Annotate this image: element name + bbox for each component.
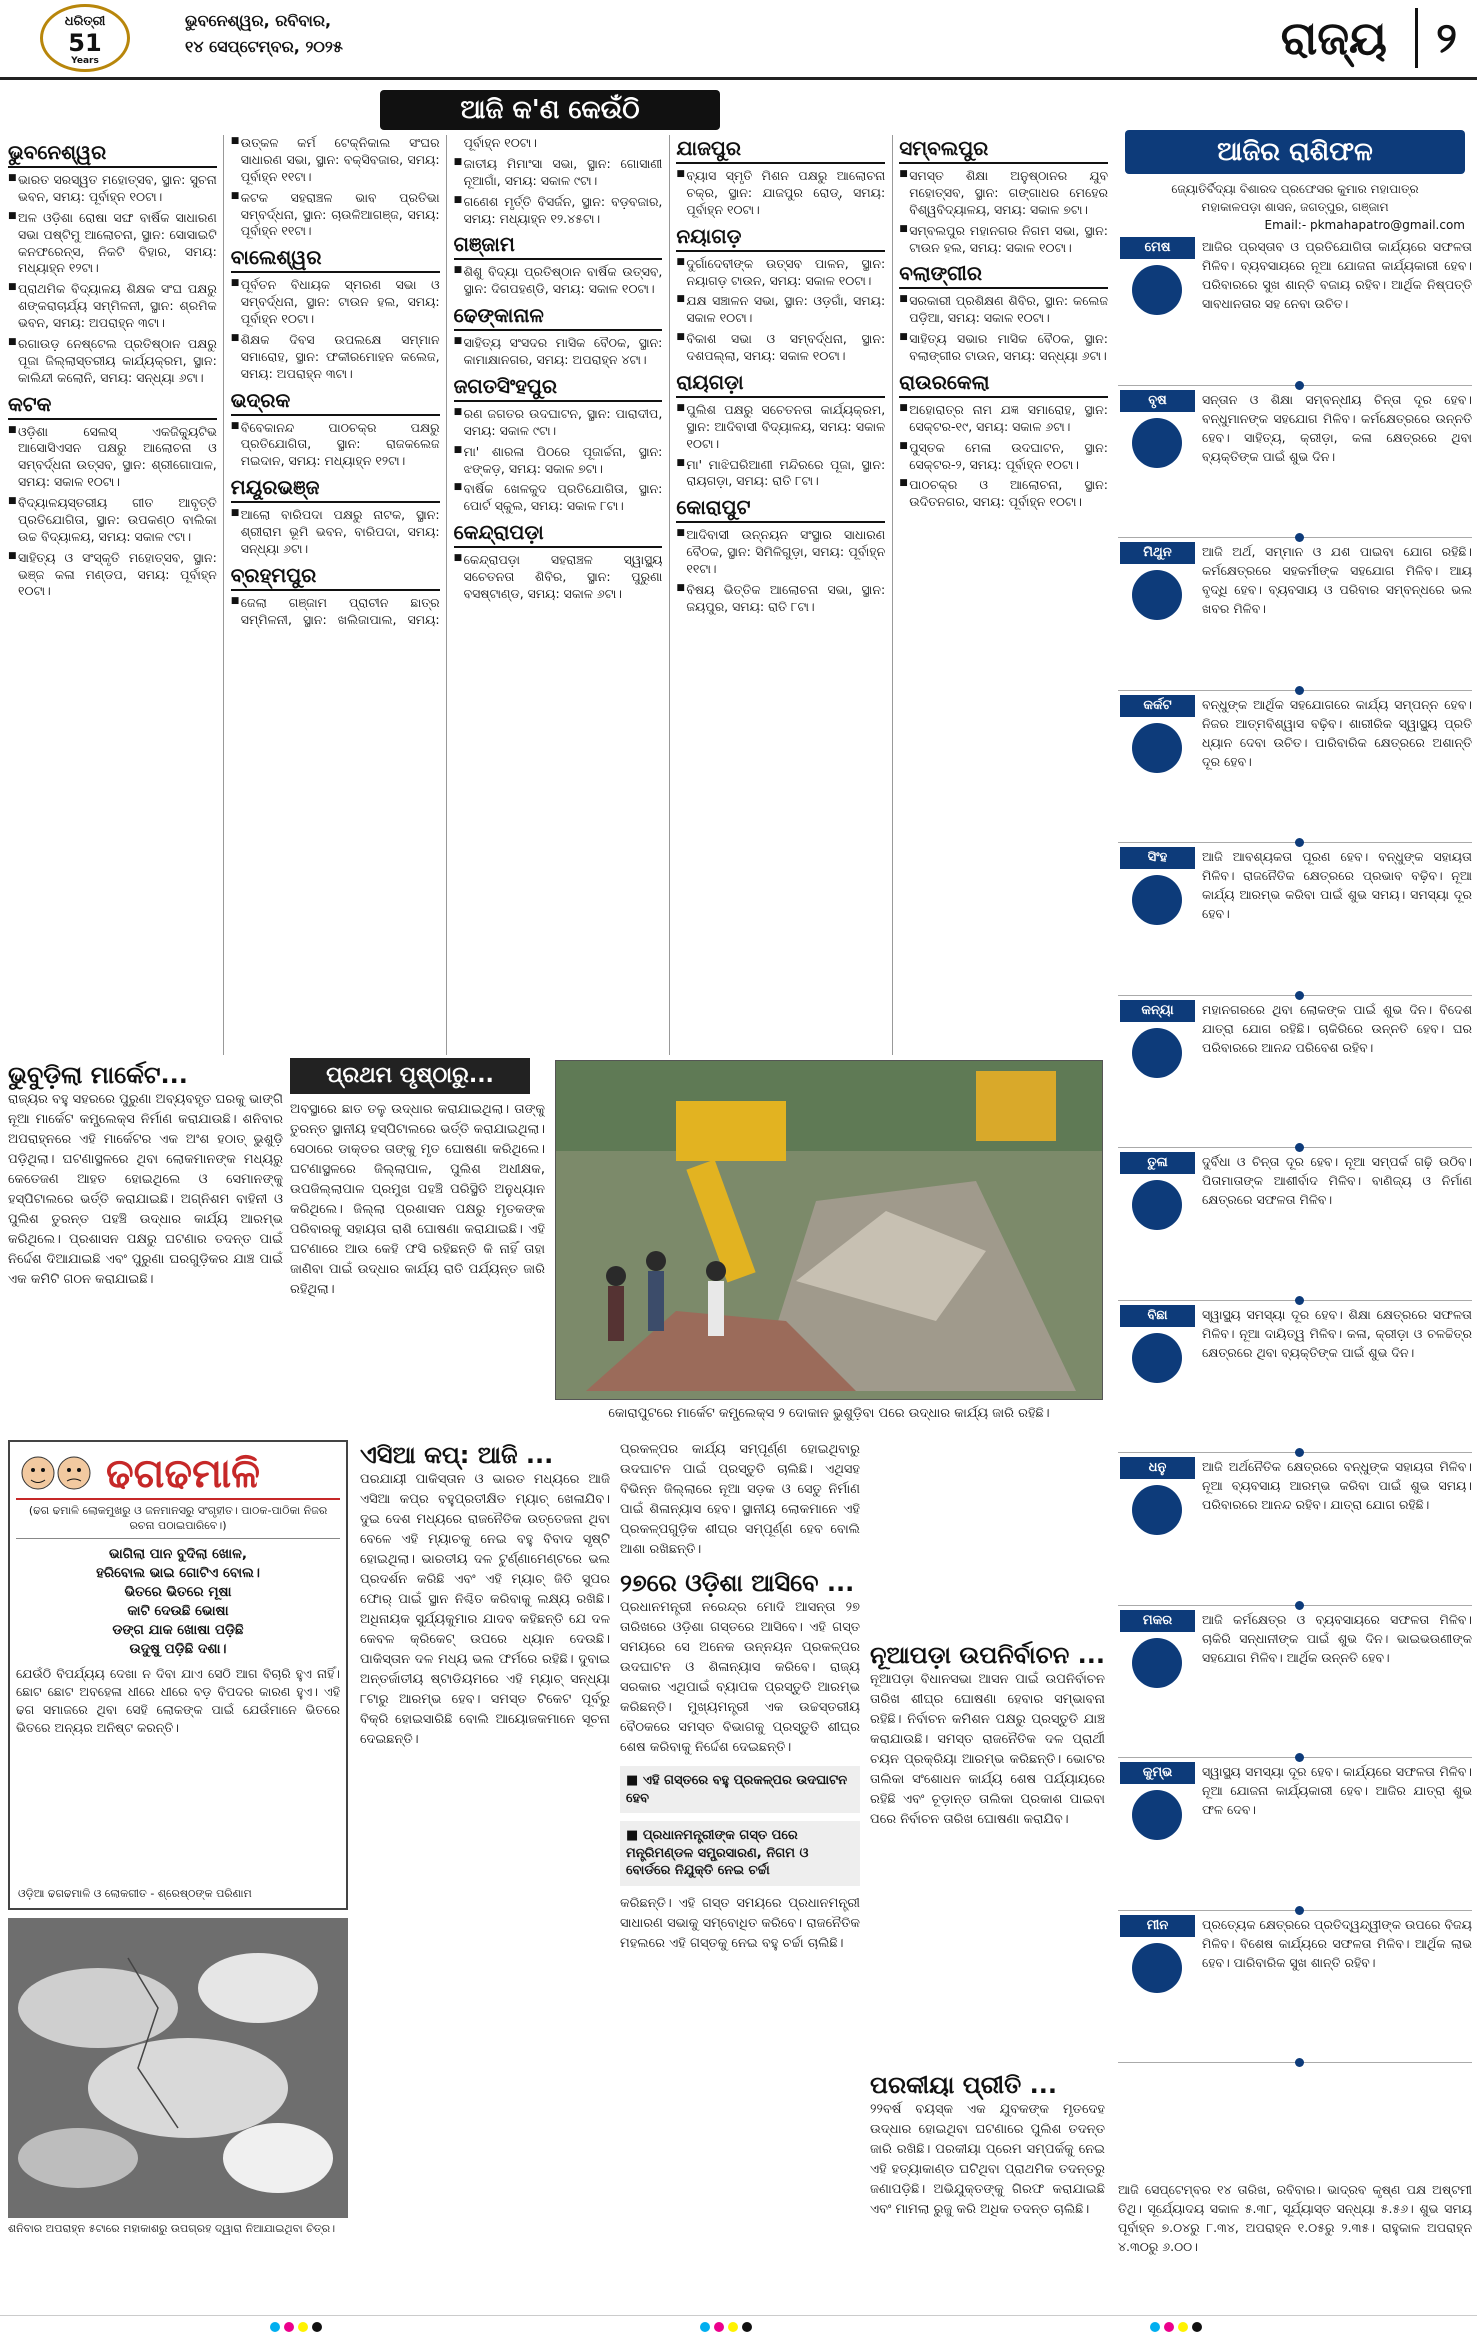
sign-prediction: ପ୍ରତ୍ୟେକ କ୍ଷେତ୍ରରେ ପ୍ରତିଦ୍ୱନ୍ଦ୍ୱୀଙ୍କ ଉପରେ ବିଜୟ ମିଳିବ। ବିଶେଷ କାର୍ଯ୍ୟରେ ସଫଳତା ମିଳିବ। ଆର୍ଥିକ ଲାଭ ହେବ। ପାରିବାରିକ ସୁଖ ଶାନ୍ତି ରହିବ। — [1202, 1916, 1472, 1970]
horoscope-sign — [1118, 1911, 1472, 2064]
events-listing — [8, 135, 1108, 1055]
zodiac-symbol-icon — [1132, 570, 1182, 620]
newspaper-logo — [40, 4, 130, 72]
event-item: ■ ପୂର୍ବତନ ବିଧାୟକ ସ୍ମରଣ ସଭା ଓ ସମ୍ବର୍ଦ୍ଧନା, ସ୍ଥାନ: ଟାଉନ ହଲ, ସମୟ: ପୂର୍ବାହ୍ନ ୧୦ଟା। — [231, 277, 440, 328]
event-item: ■ କେନ୍ଦ୍ରାପଡ଼ା ସହରାଞ୍ଚଳ ସ୍ୱାସ୍ଥ୍ୟ ସଚେତନତା ଶିବିର, ସ୍ଥାନ: ପୁରୁଣା ବସଷ୍ଟାଣ୍ଡ, ସମୟ: ସକାଳ ୬ଟା। — [454, 552, 663, 603]
dateline — [185, 8, 343, 60]
pm-visit-highlight-1 — [620, 1766, 860, 1813]
nuapada-story — [870, 1640, 1105, 2060]
sign-prediction: ମହାନଗରରେ ଥିବା ଲୋକଙ୍କ ପାଇଁ ଶୁଭ ଦିନ। ବିଦେଶ ଯାତ୍ରା ଯୋଗ ରହିଛି। ଚାକିରିରେ ଉନ୍ନତି ହେବ। ଘର ପରିବାରରେ ଆନନ୍ଦ ପରିବେଶ ରହିବ। — [1202, 1001, 1472, 1055]
event-item: ■ ଦୁର୍ଗାଦେବୀଙ୍କ ଉତ୍ସବ ପାଳନ, ସ୍ଥାନ: ନୟାଗଡ଼ ଟାଉନ, ସମୟ: ସକାଳ ୧୦ଟା। — [676, 256, 885, 290]
event-item: ■ ସମସ୍ତ ଶିକ୍ଷା ଅନୁଷ୍ଠାନର ଯୁବ ମହୋତ୍ସବ, ସ୍ଥାନ: ଗଙ୍ଗାଧର ମେହେର ବିଶ୍ୱବିଦ୍ୟାଳୟ, ସମୟ: ସକାଳ ୭ଟା। — [899, 168, 1108, 219]
city-heading: କେନ୍ଦ୍ରାପଡ଼ା — [454, 519, 663, 548]
sign-prediction: ସ୍ୱାସ୍ଥ୍ୟ ସମସ୍ୟା ଦୂର ହେବ। ଶିକ୍ଷା କ୍ଷେତ୍ରରେ ସଫଳତା ମିଳିବ। ନୂଆ ଦାୟିତ୍ୱ ମିଳିବ। କଳା, କ୍ରୀଡ଼ା ଓ ଚଳଚ୍ଚିତ୍ର କ୍ଷେତ୍ରରେ ଥିବା ବ୍ୟକ୍ତିଙ୍କ ପାଇଁ ଶୁଭ ଦିନ। — [1202, 1306, 1472, 1360]
event-item: ■ ସାହିତ୍ୟ ସଂସଦର ମାସିକ ବୈଠକ, ସ୍ଥାନ: କାମାକ୍ଷାନଗର, ସମୟ: ଅପରାହ୍ନ ୪ଟା। — [454, 335, 663, 369]
city-heading: ଢେଙ୍କାନାଳ — [454, 302, 663, 331]
city-heading: ସମ୍ବଲପୁର — [899, 135, 1108, 164]
event-item: ■ ଆଲୋ ବାରିପଦା ପକ୍ଷରୁ ନାଟକ, ସ୍ଥାନ: ଶ୍ରୀରାମ ଭୂମି ଭବନ, ବାରିପଦା, ସମୟ: ସନ୍ଧ୍ୟା ୬ଟା। — [231, 507, 440, 558]
yellow-dot-icon — [1178, 2322, 1188, 2332]
separator-dot-icon — [1295, 2058, 1304, 2067]
sign-name: ବିଛା — [1120, 1305, 1195, 1327]
city-heading: ଭଦ୍ରକ — [231, 387, 440, 416]
city-heading: ବ୍ରହ୍ମପୁର — [231, 562, 440, 591]
affair-headline: ପରକୀୟା ପ୍ରୀତି ... — [870, 2071, 1057, 2099]
zodiac-symbol-icon — [1132, 723, 1182, 773]
sign-name: ସିଂହ — [1120, 847, 1195, 869]
folk-saying-credit: ଓଡ଼ିଆ ଢଗଢମାଳି ଓ ଲୋକଗୀତ - ଶ୍ରେଷ୍ଠଙ୍କ ପରିଣାମ — [18, 1887, 252, 1901]
event-item: ■ ପୁଲିଶ ପକ୍ଷରୁ ସଚେତନତା କାର୍ଯ୍ୟକ୍ରମ, ସ୍ଥାନ: ଆଦିବାସୀ ବିଦ୍ୟାଳୟ, ସମୟ: ସକାଳ ୧୦ଟା। — [676, 402, 885, 453]
event-item: ■ ଜେଲା ଗଞ୍ଜାମ ପ୍ରାଚୀନ ଛାତ୍ର ସମ୍ମିଳନୀ, ସ୍ଥାନ: ଖଲିଜାପାଲ, ସମୟ: ପୂର୍ବାହ୍ନ ୧୦ଟା। — [231, 135, 663, 629]
pm-visit-headline: ୨୭ରେ ଓଡ଼ିଶା ଆସିବେ ... — [620, 1569, 855, 1597]
sign-prediction: ଦୁର୍ବିଧା ଓ ଚିନ୍ତା ଦୂର ହେବ। ନୂଆ ସମ୍ପର୍କ ଗଢ଼ି ଉଠିବ। ପିତାମାତାଙ୍କ ଆଶୀର୍ବାଦ ମିଳିବ। ବାଣିଜ୍ୟ ଓ ନିର୍ମାଣ କ୍ଷେତ୍ରରେ ସଫଳତା ମିଳିବ। — [1202, 1154, 1472, 1207]
zodiac-symbol-icon — [1132, 265, 1182, 315]
event-item: ■ ମା' ଶାରଳା ପିଠରେ ପୂଜାର୍ଚ୍ଚନା, ସ୍ଥାନ: ଝଙ୍କଡ଼, ସମୟ: ସକାଳ ୭ଟା। — [454, 444, 663, 478]
event-item: ■ ମା' ମାଝିଘରିଆଣୀ ମନ୍ଦିରରେ ପୂଜା, ସ୍ଥାନ: ରାୟଗଡ଼ା, ସମୟ: ରାତି ୮ଟା। — [676, 457, 885, 491]
sign-prediction: ଆଜି କର୍ମକ୍ଷେତ୍ର ଓ ବ୍ୟବସାୟରେ ସଫଳତା ମିଳିବ। ଚାକିରି ସନ୍ଧାନୀଙ୍କ ପାଇଁ ଶୁଭ ଦିନ। ଭାଇଭଉଣୀଙ୍କ ସହଯୋଗ ମିଳିବ। ଆର୍ଥିକ ଉନ୍ନତି ହେବ। — [1202, 1611, 1472, 1665]
folk-saying-title: ଢଗଢମାଳି — [106, 1451, 260, 1497]
magenta-dot-icon — [714, 2322, 724, 2332]
yellow-dot-icon — [728, 2322, 738, 2332]
sign-name: କନ୍ୟା — [1120, 1000, 1195, 1022]
from-first-page-banner: ପ୍ରଥମ ପୃଷ୍ଠାରୁ... — [290, 1058, 530, 1094]
event-item: ■ ବିକାଶ ସଭା ଓ ସମ୍ବର୍ଦ୍ଧନା, ସ୍ଥାନ: ଦଶପଲ୍ଲା, ସମୟ: ସକାଳ ୧୦ଟା। — [676, 331, 885, 365]
sign-name: ବୃଷ — [1120, 390, 1195, 412]
pm-visit-body-continued: କରିଛନ୍ତି। ଏହି ଗସ୍ତ ସମୟରେ ପ୍ରଧାନମନ୍ତ୍ରୀ ସାଧାରଣ ସଭାକୁ ସମ୍ବୋଧିତ କରିବେ। ରାଜନୈତିକ ମହଲରେ ଏହି ଗସ୍ତକୁ ନେଇ ବହୁ ଚର୍ଚ୍ଚା ଚାଲିଛି। — [620, 1895, 860, 1951]
page-number: ୨ — [1415, 8, 1457, 68]
city-heading: ନୟାଗଡ଼ — [676, 223, 885, 252]
dateline-place-day: ଭୁବନେଶ୍ୱର, ରବିବାର, — [185, 11, 332, 30]
collapse-photo — [555, 1060, 1103, 1400]
horoscope-author: ଜ୍ୟୋତିର୍ବିଦ୍ୟା ବିଶାରଦ ପ୍ରଫେସର କୁମାର ମହାପାତ୍ର — [1171, 182, 1419, 196]
zodiac-symbol-icon — [1132, 1485, 1182, 1535]
event-item: ■ ଆଦିବାସୀ ଉନ୍ନୟନ ସଂସ୍ଥାର ସାଧାରଣ ବୈଠକ, ସ୍ଥାନ: ସିମିଳିଗୁଡ଼ା, ସମୟ: ପୂର୍ବାହ୍ନ ୧୧ଟା। — [676, 527, 885, 578]
event-item: ■ ପାଠଚକ୍ର ଓ ଆଲୋଚନା, ସ୍ଥାନ: ଉଦିତନଗର, ସମୟ: ପୂର୍ବାହ୍ନ ୧୦ଟା। — [899, 477, 1108, 511]
poem-line: ହରିବୋଲ ଭାଇ ଗୋଟିଏ ବୋଲ। — [96, 1564, 260, 1581]
sign-name: କୁମ୍ଭ — [1120, 1762, 1195, 1784]
market-collapse-body: ରାଜ୍ୟର ବହୁ ସହରରେ ପୁରୁଣା ଅବ୍ୟବହୃତ ଘରକୁ ଭାଙ୍ଗି ନୂଆ ମାର୍କେଟ କମ୍ପ୍ଲେକ୍ସ ନିର୍ମାଣ କରାଯାଉଛି। ଶନିବାର ଅପରାହ୍ନରେ ଏହି ମାର୍କେଟର ଏକ ଅଂଶ ହଠାତ୍ ଭୁଶୁଡ଼ି ପଡ଼ିଥିଲା। ଘଟଣାସ୍ଥଳରେ ଥିବା ଲୋକମାନଙ୍କ ମଧ୍ୟରୁ କେତେଜଣ ଆହତ ହୋଇଥିଲେ ଓ ସେମାନଙ୍କୁ ହସ୍ପିଟାଲରେ ଭର୍ତ୍ତି କରାଯାଇଛି। ଅଗ୍ନିଶମ ବାହିନୀ ଓ ପୁଲିଶ ତୁରନ୍ତ ପହଞ୍ଚି ଉଦ୍ଧାର କାର୍ଯ୍ୟ ଆରମ୍ଭ କରିଥିଲେ। ପ୍ରଶାସନ ପକ୍ଷରୁ ଘଟଣାର ତଦନ୍ତ ପାଇଁ ନିର୍ଦ୍ଦେଶ ଦିଆଯାଇଛି ଏବଂ ପୁରୁଣା ଘରଗୁଡ଼ିକର ଯାଞ୍ଚ ପାଇଁ ଏକ କମିଟି ଗଠନ କରାଯାଇଛି। — [8, 1092, 283, 1287]
horoscope-sign — [1118, 386, 1472, 539]
sign-prediction: ବନ୍ଧୁଙ୍କ ଆର୍ଥିକ ସହଯୋଗରେ କାର୍ଯ୍ୟ ସମ୍ପନ୍ନ ହେବ। ନିଜର ଆତ୍ମବିଶ୍ୱାସ ବଢ଼ିବ। ଶାରୀରିକ ସ୍ୱାସ୍ଥ୍ୟ ପ୍ରତି ଧ୍ୟାନ ଦେବା ଉଚିତ। ପାରିବାରିକ କ୍ଷେତ୍ରରେ ଅଶାନ୍ତି ଦୂର ହେବ। — [1202, 696, 1472, 769]
zodiac-symbol-icon — [1132, 1638, 1182, 1688]
city-heading: ରାଉରକେଲା — [899, 369, 1108, 398]
black-dot-icon — [742, 2322, 752, 2332]
highlight-bullet-icon: ■ — [626, 1828, 643, 1844]
horoscope-sign — [1118, 996, 1472, 1149]
horoscope-list — [1118, 233, 1472, 2063]
event-item: ■ ଶିଶୁ ବିଦ୍ୟା ପ୍ରତିଷ୍ଠାନ ବାର୍ଷିକ ଉତ୍ସବ, ସ୍ଥାନ: ଦିଗପହଣ୍ଡି, ସମୟ: ସକାଳ ୧୦ଟା। — [454, 264, 663, 298]
city-heading: ରାୟଗଡ଼ା — [676, 369, 885, 398]
city-heading: କଟକ — [8, 391, 217, 420]
horoscope-sign — [1118, 843, 1472, 996]
zodiac-symbol-icon — [1132, 1790, 1182, 1840]
horoscope-sign — [1118, 538, 1472, 691]
magenta-dot-icon — [284, 2322, 294, 2332]
event-item: ■ ରଣ ଜଗତର ଉଦଘାଟନ, ସ୍ଥାନ: ପାରାଦୀପ, ସମୟ: ସକାଳ ୯ଟା। — [454, 406, 663, 440]
event-item: ■ ଓଡ଼ିଶା ସେଲସ୍ ଏକଜିକ୍ୟୁଟିଭ ଆସୋସିଏସନ ପକ୍ଷରୁ ଆଲୋଚନା ଓ ସମ୍ବର୍ଦ୍ଧନା ଉତ୍ସବ, ସ୍ଥାନ: ଶ୍ରୀଗୋପାଳ, ସମୟ: ସକାଳ ୧୦ଟା। — [8, 424, 217, 492]
city-heading: ଗଞ୍ଜାମ — [454, 231, 663, 260]
folk-saying-text: ଯେଉଁଠି ବିପର୍ଯ୍ୟୟ ଦେଖା ନ ଦିବା ଯାଏ ସେଠି ଆଗ ବିଚାରି ହୁଏ ନାହିଁ। ଛୋଟ ଛୋଟ ଅବହେଳା ଧୀରେ ଧୀରେ ବଡ଼ ବିପଦର କାରଣ ହୁଏ। ଏହି ଢଗ ସମାଜରେ ଥିବା ସେହି ଲୋକଙ୍କ ପାଇଁ ଯେଉଁମାନେ ଭିତରେ ଭିତରେ ଅନ୍ୟର ଅନିଷ୍ଟ କରନ୍ତି। — [16, 1665, 340, 1735]
event-item: ■ ବାର୍ଷିକ ଖେଳକୁଦ ପ୍ରତିଯୋଗିତା, ସ୍ଥାନ: ପୋର୍ଟ ସ୍କୁଲ, ସମୟ: ସକାଳ ୮ଟା। — [454, 481, 663, 515]
poem-line: କାଟି ଦେଉଛି ଭୋଷା — [127, 1602, 229, 1619]
folk-saying-poem — [16, 1545, 340, 1659]
zodiac-symbol-icon — [1132, 1943, 1182, 1993]
black-dot-icon — [1192, 2322, 1202, 2332]
black-dot-icon — [312, 2322, 322, 2332]
cyan-dot-icon — [700, 2322, 710, 2332]
city-heading: ଭୁବନେଶ୍ୱର — [8, 139, 217, 168]
sign-name: ଧନୁ — [1120, 1457, 1195, 1479]
zodiac-symbol-icon — [1132, 875, 1182, 925]
horoscope-sign — [1118, 1758, 1472, 1911]
poem-line: ଉଦୁଷୁ ପଡ଼ିଛି ଦଶା। — [129, 1640, 227, 1657]
asia-cup-story — [360, 1440, 610, 2310]
satellite-image — [8, 1918, 348, 2218]
event-item: ■ ବିଦ୍ୟାଳୟସ୍ତରୀୟ ଗୀତ ଆବୃତ୍ତି ପ୍ରତିଯୋଗିତା, ସ୍ଥାନ: ଉପକଣ୍ଠ ବାଲିକା ଉଚ୍ଚ ବିଦ୍ୟାଳୟ, ସମୟ: ସକାଳ ୯ଟା। — [8, 495, 217, 546]
sign-prediction: ସନ୍ତାନ ଓ ଶିକ୍ଷା ସମ୍ବନ୍ଧୀୟ ଚିନ୍ତା ଦୂର ହେବ। ବନ୍ଧୁମାନଙ୍କ ସହଯୋଗ ମିଳିବ। କର୍ମକ୍ଷେତ୍ରରେ ଉନ୍ନତି ହେବ। ସାହିତ୍ୟ, କ୍ରୀଡ଼ା, କଳା କ୍ଷେତ୍ରରେ ଥିବା ବ୍ୟକ୍ତିଙ୍କ ପାଇଁ ଶୁଭ ଦିନ। — [1202, 391, 1472, 464]
event-item: ■ ସାହିତ୍ୟ ଓ ସଂସ୍କୃତି ମହୋତ୍ସବ, ସ୍ଥାନ: ଭଞ୍ଜ କଳା ମଣ୍ଡପ, ସମୟ: ପୂର୍ବାହ୍ନ ୧୦ଟା। — [8, 550, 217, 601]
cartoon-faces-icon — [16, 1448, 96, 1498]
horoscope-sign — [1118, 233, 1472, 386]
event-item: ■ ପୁସ୍ତକ ମେଳା ଉଦଘାଟନ, ସ୍ଥାନ: ସେକ୍ଟର-୨, ସମୟ: ପୂର୍ବାହ୍ନ ୧୦ଟା। — [899, 440, 1108, 474]
cyan-dot-icon — [270, 2322, 280, 2332]
pm-visit-highlight-1-text: ଏହି ଗସ୍ତରେ ବହୁ ପ୍ରକଳ୍ପର ଉଦଘାଟନ ହେବ — [626, 1773, 848, 1806]
poem-line: ଡଙ୍ଗ ଯାକ ଖୋଷା ପଡ଼ିଛି — [112, 1621, 244, 1638]
event-item: ■ ରଗାଉଡ଼ ନେଷ୍ଟେଲ ପ୍ରତିଷ୍ଠାନ ପକ୍ଷରୁ ପୂଜା ଜିଲ୍ଲାସ୍ତରୀୟ କାର୍ଯ୍ୟକ୍ରମ, ସ୍ଥାନ: କାଲିନ୍ଦୀ କଲୋନି, ସମୟ: ସନ୍ଧ୍ୟା ୬ଟା। — [8, 336, 217, 387]
sign-prediction: ଆଜି ଆବଶ୍ୟକତା ପୂରଣ ହେବ। ବନ୍ଧୁଙ୍କ ସହାୟତା ମିଳିବ। ରାଜନୈତିକ କ୍ଷେତ୍ରରେ ପ୍ରଭାବ ବଢ଼ିବ। ନୂଆ କାର୍ଯ୍ୟ ଆରମ୍ଭ କରିବା ପାଇଁ ଶୁଭ ସମୟ। ସମସ୍ୟା ଦୂର ହେବ। — [1202, 849, 1472, 921]
asia-cup-body: ପରଯାୟୀ ପାକିସ୍ତାନ ଓ ଭାରତ ମଧ୍ୟରେ ଆଜି ଏସିଆ କପ୍‌ର ବହୁପ୍ରତୀକ୍ଷିତ ମ୍ୟାଚ୍ ଖେଳାଯିବ। ଦୁଇ ଦେଶ ମଧ୍ୟରେ ରାଜନୈତିକ ଉତ୍ତେଜନା ଥିବା ବେଳେ ଏହି ମ୍ୟାଚକୁ ନେଇ ବହୁ ବିବାଦ ସୃଷ୍ଟି ହୋଇଥିଲା। ଭାରତୀୟ ଦଳ ଟୁର୍ଣ୍ଣାମେଣ୍ଟରେ ଭଲ ପ୍ରଦର୍ଶନ କରିଛି ଏବଂ ଏହି ମ୍ୟାଚ୍ ଜିତି ସୁପର ଫୋର୍ ପାଇଁ ସ୍ଥାନ ନିଶ୍ଚିତ କରିବାକୁ ଲକ୍ଷ୍ୟ ରଖିଛି। ଅଧିନାୟକ ସୁର୍ଯ୍ୟକୁମାର ଯାଦବ କହିଛନ୍ତି ଯେ ଦଳ କେବଳ କ୍ରିକେଟ୍ ଉପରେ ଧ୍ୟାନ ଦେଉଛି। ପାକିସ୍ତାନ ଦଳ ମଧ୍ୟ ଭଲ ଫର୍ମରେ ରହିଛି। ଦୁବାଇ ଅନ୍ତର୍ଜାତୀୟ ଷ୍ଟାଡିୟମରେ ଏହି ମ୍ୟାଚ୍ ସନ୍ଧ୍ୟା ୮ଟାରୁ ଆରମ୍ଭ ହେବ। ସମସ୍ତ ଟିକେଟ ପୂର୍ବରୁ ବିକ୍ରି ହୋଇସାରିଛି ବୋଲି ଆୟୋଜକମାନେ ସୂଚନା ଦେଇଛନ୍ତି। — [360, 1472, 610, 1747]
masthead — [0, 0, 1477, 80]
city-heading: କୋରାପୁଟ — [676, 494, 885, 523]
sign-name: କର୍କଟ — [1120, 695, 1195, 717]
poem-line: ଭାଗିଲା ପାନ ବୁଦିଲା ଖୋଳ, — [109, 1545, 247, 1562]
sign-prediction: ଆଜି ଅର୍ଥନୈତିକ କ୍ଷେତ୍ରରେ ବନ୍ଧୁଙ୍କ ସହାୟତା ମିଳିବ। ନୂଆ ବ୍ୟବସାୟ ଆରମ୍ଭ କରିବା ପାଇଁ ଶୁଭ ସମୟ। ପରିବାରରେ ଆନନ୍ଦ ରହିବ। ଯାତ୍ରା ଯୋଗ ରହିଛି। — [1202, 1459, 1472, 1512]
sign-name: ତୁଳା — [1120, 1152, 1195, 1174]
event-item: ■ ସମ୍ବଲପୁର ମହାନଗର ନିଗମ ସଭା, ସ୍ଥାନ: ଟାଉନ ହଲ, ସମୟ: ସକାଳ ୧୦ଟା। — [899, 223, 1108, 257]
print-registration-marks — [0, 2315, 1477, 2339]
folk-saying-box — [8, 1440, 348, 1910]
collapse-photo-caption: କୋରାପୁଟରେ ମାର୍କେଟ କମ୍ପ୍ଲେକ୍ସ ୨ ଦୋକାନ ଭୁଶୁଡ଼ିବା ପରେ ଉଦ୍ଧାର କାର୍ଯ୍ୟ ଜାରି ରହିଛି। — [608, 1406, 1050, 1421]
folk-saying-subtitle: (ଢଗ ଢମାଳି ଲୋକମୁଖରୁ ଓ ଜନମାନସରୁ ସଂଗୃହୀତ। ପାଠକ-ପାଠିକା ନିଜର ରଚନା ପଠାଇପାରିବେ।) — [16, 1500, 340, 1539]
horoscope-byline — [1125, 180, 1465, 234]
pm-visit-story — [620, 1440, 860, 2310]
from-first-page-body — [290, 1100, 545, 1430]
event-item: ■ ଗଣେଶ ମୃର୍ତ୍ତି ବିସର୍ଜନ, ସ୍ଥାନ: ବଡ଼ବଜାର, ସମୟ: ମଧ୍ୟାହ୍ନ ୧୨.୪୫ଟା। — [454, 194, 663, 228]
collapse-photo-image — [556, 1061, 1103, 1400]
logo-anniversary-number: 51 — [68, 28, 102, 57]
asia-cup-headline: ଏସିଆ କପ୍: ଆଜି ... — [360, 1441, 554, 1469]
dateline-date: ୧୪ ସେପ୍ଟେମ୍ବର, ୨୦୨୫ — [185, 37, 343, 56]
pm-visit-highlight-2 — [620, 1821, 860, 1886]
event-item: ■ ଶିକ୍ଷକ ଦିବସ ଉପଲକ୍ଷେ ସମ୍ମାନ ସମାରୋହ, ସ୍ଥାନ: ଫକୀରମୋହନ କଲେଜ, ସମୟ: ଅପରାହ୍ନ ୩ଟା। — [231, 332, 440, 383]
horoscope-sign — [1118, 691, 1472, 844]
section-title: ରାଜ୍ୟ — [1280, 11, 1387, 65]
sign-prediction: ସ୍ୱାସ୍ଥ୍ୟ ସମସ୍ୟା ଦୂର ହେବ। କାର୍ଯ୍ୟରେ ସଫଳତା ମିଳିବ। ନୂଆ ଯୋଜନା କାର୍ଯ୍ୟକାରୀ ହେବ। ଆଜିର ଯାତ୍ରା ଶୁଭ ଫଳ ଦେବ। — [1202, 1764, 1472, 1817]
event-item: ■ ସାହିତ୍ୟ ସଭାର ମାସିକ ବୈଠକ, ସ୍ଥାନ: ବଲାଙ୍ଗୀର ଟାଉନ, ସମୟ: ସନ୍ଧ୍ୟା ୬ଟା। — [899, 331, 1108, 365]
event-item: ■ ଭାରତ ସରସ୍ୱତ ମହୋତ୍ସବ, ସ୍ଥାନ: ସୁଚନା ଭବନ, ସମୟ: ପୂର୍ବାହ୍ନ ୧୦ଟା। — [8, 172, 217, 206]
event-item: ■ ଅହୋରାତ୍ର ନାମ ଯଜ୍ଞ ସମାରୋହ, ସ୍ଥାନ: ସେକ୍ଟର-୧୯, ସମୟ: ସକାଳ ୬ଟା। — [899, 402, 1108, 436]
horoscope-email: Email:- pkmahapatro@gmail.com — [1264, 218, 1465, 232]
logo-name: ଧରିତ୍ରୀ — [64, 14, 106, 29]
cyan-dot-icon — [1150, 2322, 1160, 2332]
event-item: ■ ବ୍ୟାସ ସ୍ମୃତି ମିଶନ ପକ୍ଷରୁ ଆଲୋଚନା ଚକ୍ର, ସ୍ଥାନ: ଯାଜପୁର ରୋଡ୍, ସମୟ: ପୂର୍ବାହ୍ନ ୧୦ଟା। — [676, 168, 885, 219]
sign-prediction: ଆଜିର ପ୍ରସ୍ତାବ ଓ ପ୍ରତିଯୋଗିତା କାର୍ଯ୍ୟରେ ସଫଳତା ମିଳିବ। ବ୍ୟବସାୟରେ ନୂଆ ଯୋଜନା କାର୍ଯ୍ୟକାରୀ ହେବ। ପରିବାରରେ ସୁଖ ଶାନ୍ତି ବଜାୟ ରହିବ। ଆର୍ଥିକ ନିଷ୍ପତ୍ତି ସାବଧାନତାର ସହ ନେବା ଉଚିତ। — [1202, 239, 1472, 311]
event-item: ■ ଉତ୍କଳ କର୍ମ ଟେକ୍ନିକାଲ ସଂଘର ସାଧାରଣ ସଭା, ସ୍ଥାନ: ବକ୍ସିବଜାର, ସମୟ: ପୂର୍ବାହ୍ନ ୧୧ଟା। — [231, 135, 440, 186]
event-item: ■ ସରକାରୀ ପ୍ରଶିକ୍ଷଣ ଶିବିର, ସ୍ଥାନ: କଲେଜ ପଡ଼ିଆ, ସମୟ: ସକାଳ ୧୦ଟା। — [899, 293, 1108, 327]
horoscope-sign — [1118, 1148, 1472, 1301]
horoscope-address: ମହାକାଳପଡ଼ା ଶାସନ, ଜଗତ୍ପୁର, ଗଞ୍ଜାମ — [1201, 200, 1389, 214]
zodiac-symbol-icon — [1132, 1333, 1182, 1383]
city-heading: ଯାଜପୁର — [676, 135, 885, 164]
event-item: ■ କଟକ ସହରାଞ୍ଚଳ ଭାବ ପ୍ରତିଭା ସମ୍ବର୍ଦ୍ଧନା, ସ୍ଥାନ: ଚାଉଳିଆଗଞ୍ଜ, ସମୟ: ପୂର୍ବାହ୍ନ ୧୧ଟା। — [231, 190, 440, 241]
nuapada-body: ନୂଆପଡ଼ା ବିଧାନସଭା ଆସନ ପାଇଁ ଉପନିର୍ବାଚନ ତାରିଖ ଶୀଘ୍ର ଘୋଷଣା ହେବାର ସମ୍ଭାବନା ରହିଛି। ନିର୍ବାଚନ କମିଶନ ପକ୍ଷରୁ ପ୍ରସ୍ତୁତି ଯାଞ୍ଚ କରାଯାଉଛି। ସମସ୍ତ ରାଜନୈତିକ ଦଳ ପ୍ରାର୍ଥୀ ଚୟନ ପ୍ରକ୍ରିୟା ଆରମ୍ଭ କରିଛନ୍ତି। ଭୋଟର ତାଲିକା ସଂଶୋଧନ କାର୍ଯ୍ୟ ଶେଷ ପର୍ଯ୍ୟାୟରେ ରହିଛି ଏବଂ ଚୂଡ଼ାନ୍ତ ତାଲିକା ପ୍ରକାଶ ପାଇବା ପରେ ନିର୍ବାଚନ ତାରିଖ ଘୋଷଣା କରାଯିବ। — [870, 1672, 1105, 1827]
affair-story — [870, 2070, 1105, 2310]
poem-line: ଭିତରେ ଭିତରେ ମୂଷା — [124, 1583, 232, 1600]
affair-body: ୨୨ବର୍ଷ ବୟସ୍କ ଏକ ଯୁବକଙ୍କ ମୃତଦେହ ଉଦ୍ଧାର ହୋଇଥିବା ଘଟଣାରେ ପୁଲିଶ ତଦନ୍ତ ଜାରି ରଖିଛି। ପରକୀୟା ପ୍ରେମ ସମ୍ପର୍କକୁ ନେଇ ଏହି ହତ୍ୟାକାଣ୍ଡ ଘଟିଥିବା ପ୍ରାଥମିକ ତଦନ୍ତରୁ ଜଣାପଡ଼ିଛି। ଅଭିଯୁକ୍ତଙ୍କୁ ଗିରଫ କରାଯାଇଛି ଏବଂ ମାମଲା ରୁଜୁ କରି ଅଧିକ ତଦନ୍ତ ଚାଲିଛି। — [870, 2102, 1105, 2217]
zodiac-symbol-icon — [1132, 1028, 1182, 1078]
sign-prediction: ଆଜି ଅର୍ଥ, ସମ୍ମାନ ଓ ଯଶ ପାଇବା ଯୋଗ ରହିଛି। କର୍ମକ୍ଷେତ୍ରରେ ସହକର୍ମୀଙ୍କ ସହଯୋଗ ମିଳିବ। ଆୟ ବୃଦ୍ଧି ହେବ। ବ୍ୟବସାୟ ଓ ପରିବାର ସମ୍ବନ୍ଧରେ ଭଲ ଖବର ମିଳିବ। — [1202, 544, 1472, 616]
highlight-bullet-icon: ■ — [626, 1773, 643, 1788]
city-heading: ବଲାଙ୍ଗୀର — [899, 260, 1108, 289]
pm-visit-highlight-2-text: ପ୍ରଧାନମନ୍ତ୍ରୀଙ୍କ ଗସ୍ତ ପରେ ମନ୍ତ୍ରିମଣ୍ଡଳ ସମ୍ପ୍ରସାରଣ, ନିଗମ ଓ ବୋର୍ଡରେ ନିଯୁକ୍ତି ନେଇ ଚର୍ଚ୍ଚା — [626, 1828, 809, 1879]
zodiac-symbol-icon — [1132, 1180, 1182, 1230]
city-heading: ଜଗତସିଂହପୁର — [454, 373, 663, 402]
event-item: ■ ଅଳ ଓଡ଼ିଶା ରୋଷା ସଙ୍ଘ ବାର୍ଷିକ ସାଧାରଣ ସଭା ପଷ୍ଟିମୁ ଆଲୋଚନା, ସ୍ଥାନ: ସୋସାଇଟି କନଫରେନ୍ସ, ନିକଟି ବିହାର, ସମୟ: ମଧ୍ୟାହ୍ନ ୧୨ଟା। — [8, 210, 217, 278]
event-item: ■ ପ୍ରାଥମିକ ବିଦ୍ୟାଳୟ ଶିକ୍ଷକ ସଂଘ ପକ୍ଷରୁ ଶଙ୍କରାଚାର୍ଯ୍ୟ ସମ୍ମିଳନୀ, ସ୍ଥାନ: ଶ୍ରମିକ ଭବନ, ସମୟ: ଅପରାହ୍ନ ୩ଟା। — [8, 281, 217, 332]
nuapada-headline: ନୂଆପଡ଼ା ଉପନିର୍ବାଚନ ... — [870, 1641, 1105, 1669]
horoscope-sign — [1118, 1453, 1472, 1606]
sign-name: ମେଷ — [1120, 237, 1195, 259]
almanac-text: ଆଜି ସେପ୍ଟେମ୍ବର ୧୪ ତାରିଖ, ରବିବାର। ଭାଦ୍ରବ କୃଷ୍ଣ ପକ୍ଷ ଅଷ୍ଟମୀ ତିଥି। ସୂର୍ଯ୍ୟୋଦୟ ସକାଳ ୫.୩୮, ସୂର୍ଯ୍ୟାସ୍ତ ସନ୍ଧ୍ୟା ୫.୫୬। ଶୁଭ ସମୟ ପୂର୍ବାହ୍ନ ୭.୦୪ରୁ ୮.୩୪, ଅପରାହ୍ନ ୧.୦୫ରୁ ୨.୩୫। ରାହୁକାଳ ଅପରାହ୍ନ ୪.୩୦ରୁ ୬.୦୦। — [1118, 2182, 1472, 2254]
sign-name: ମିଥୁନ — [1120, 542, 1195, 564]
satellite-caption: ଶନିବାର ଅପରାହ୍ନ ୫ଟାରେ ମହାକାଶରୁ ଉପଗ୍ରହ ଦ୍ୱାରା ନିଆଯାଇଥିବା ଚିତ୍ର। — [8, 2222, 336, 2235]
folk-saying-header — [16, 1448, 340, 1500]
event-item: ■ ଯକ୍ଷ ସଞ୍ଚାଳନ ସଭା, ସ୍ଥାନ: ଓଡ଼ଗାଁ, ସମୟ: ସକାଳ ୧୦ଟା। — [676, 293, 885, 327]
horoscope-title: ଆଜିର ରାଶିଫଳ — [1125, 130, 1465, 174]
event-item: ■ ବିବେକାନନ୍ଦ ପାଠଚକ୍ର ପକ୍ଷରୁ ପ୍ରତିଯୋଗିତା, ସ୍ଥାନ: ରାଜକଲେଜ ମଇଦାନ, ସମୟ: ମଧ୍ୟାହ୍ନ ୧୨ଟା। — [231, 420, 440, 471]
city-heading: ବାଲେଶ୍ୱର — [231, 244, 440, 273]
market-collapse-story — [8, 1060, 283, 1430]
event-item: ■ ଜାତୀୟ ମିମାଂସା ସଭା, ସ୍ଥାନ: ଗୋସାଣୀ ନୂଆଗାଁ, ସମୟ: ସକାଳ ୯ଟା। — [454, 156, 663, 190]
horoscope-sign — [1118, 1301, 1472, 1454]
zodiac-symbol-icon — [1132, 418, 1182, 468]
sign-name: ମୀନ — [1120, 1915, 1195, 1937]
city-heading: ମୟୂରଭଞ୍ଜ — [231, 474, 440, 503]
logo-years-label: Years — [71, 55, 99, 66]
yellow-dot-icon — [298, 2322, 308, 2332]
misc-story-body: ପ୍ରକଳ୍ପର କାର୍ଯ୍ୟ ସମ୍ପୂର୍ଣ୍ଣ ହୋଇଥିବାରୁ ଉଦଘାଟନ ପାଇଁ ପ୍ରସ୍ତୁତି ଚାଲିଛି। ଏଥିସହ ବିଭିନ୍ନ ଜିଲ୍ଲାରେ ନୂଆ ସଡ଼କ ଓ ସେତୁ ନିର୍ମାଣ ପାଇଁ ଶିଳାନ୍ୟାସ ହେବ। ସ୍ଥାନୀୟ ଲୋକମାନେ ଏହି ପ୍ରକଳ୍ପଗୁଡ଼ିକ ଶୀଘ୍ର ସମ୍ପୂର୍ଣ୍ଣ ହେବ ବୋଲି ଆଶା ରଖିଛନ୍ତି। — [620, 1442, 860, 1557]
market-collapse-headline: ଭୁବୁଡ଼ିଲା ମାର୍କେଟ... — [8, 1061, 188, 1089]
sign-name: ମକର — [1120, 1610, 1195, 1632]
satellite-cloud-image — [8, 1918, 348, 2218]
magenta-dot-icon — [1164, 2322, 1174, 2332]
from-first-page-text: ଅବସ୍ଥାରେ ଛାତ ତଳୁ ଉଦ୍ଧାର କରାଯାଇଥିଲା। ତାଙ୍କୁ ତୁରନ୍ତ ସ୍ଥାନୀୟ ହସ୍ପିଟାଲରେ ଭର୍ତ୍ତି କରାଯାଇଥିଲା। ସେଠାରେ ଡାକ୍ତର ତାଙ୍କୁ ମୃତ ଘୋଷଣା କରିଥିଲେ। ଘଟଣାସ୍ଥଳରେ ଜିଲ୍ଲାପାଳ, ପୁଲିଶ ଅଧୀକ୍ଷକ, ଉପଜିଲ୍ଲାପାଳ ପ୍ରମୁଖ ପହଞ୍ଚି ପରିସ୍ଥିତି ଅନୁଧ୍ୟାନ କରିଥିଲେ। ଜିଲ୍ଲା ପ୍ରଶାସନ ପକ୍ଷରୁ ମୃତକଙ୍କ ପରିବାରକୁ ସହାୟତା ରାଶି ଘୋଷଣା କରାଯାଇଛି। ଏହି ଘଟଣାରେ ଆଉ କେହି ଫସି ରହିଛନ୍ତି କି ନାହିଁ ତାହା ଜାଣିବା ପାଇଁ ଉଦ୍ଧାର କାର୍ଯ୍ୟ ରାତି ପର୍ଯ୍ୟନ୍ତ ଜାରି ରହିଥିଲା। — [290, 1102, 545, 1297]
event-item: ■ ବିଷୟ ଭିତ୍ତିକ ଆଲୋଚନା ସଭା, ସ୍ଥାନ: ଜୟପୁର, ସମୟ: ରାତି ୮ଟା। — [676, 582, 885, 616]
horoscope-sign — [1118, 1606, 1472, 1759]
events-banner: ଆଜି କ'ଣ କେଉଁଠି — [380, 90, 720, 130]
pm-visit-body: ପ୍ରଧାନମନ୍ତ୍ରୀ ନରେନ୍ଦ୍ର ମୋଦି ଆସନ୍ତା ୨୭ ତାରିଖରେ ଓଡ଼ିଶା ଗସ୍ତରେ ଆସିବେ। ଏହି ଗସ୍ତ ସମୟରେ ସେ ଅନେକ ଉନ୍ନୟନ ପ୍ରକଳ୍ପର ଉଦଘାଟନ ଓ ଶିଳାନ୍ୟାସ କରିବେ। ରାଜ୍ୟ ସରକାର ଏଥିପାଇଁ ବ୍ୟାପକ ପ୍ରସ୍ତୁତି ଆରମ୍ଭ କରିଛନ୍ତି। ମୁଖ୍ୟମନ୍ତ୍ରୀ ଏକ ଉଚ୍ଚସ୍ତରୀୟ ବୈଠକରେ ସମସ୍ତ ବିଭାଗକୁ ପ୍ରସ୍ତୁତି ଶୀଘ୍ର ଶେଷ କରିବାକୁ ନିର୍ଦ୍ଦେଶ ଦେଇଛନ୍ତି। — [620, 1600, 860, 1755]
